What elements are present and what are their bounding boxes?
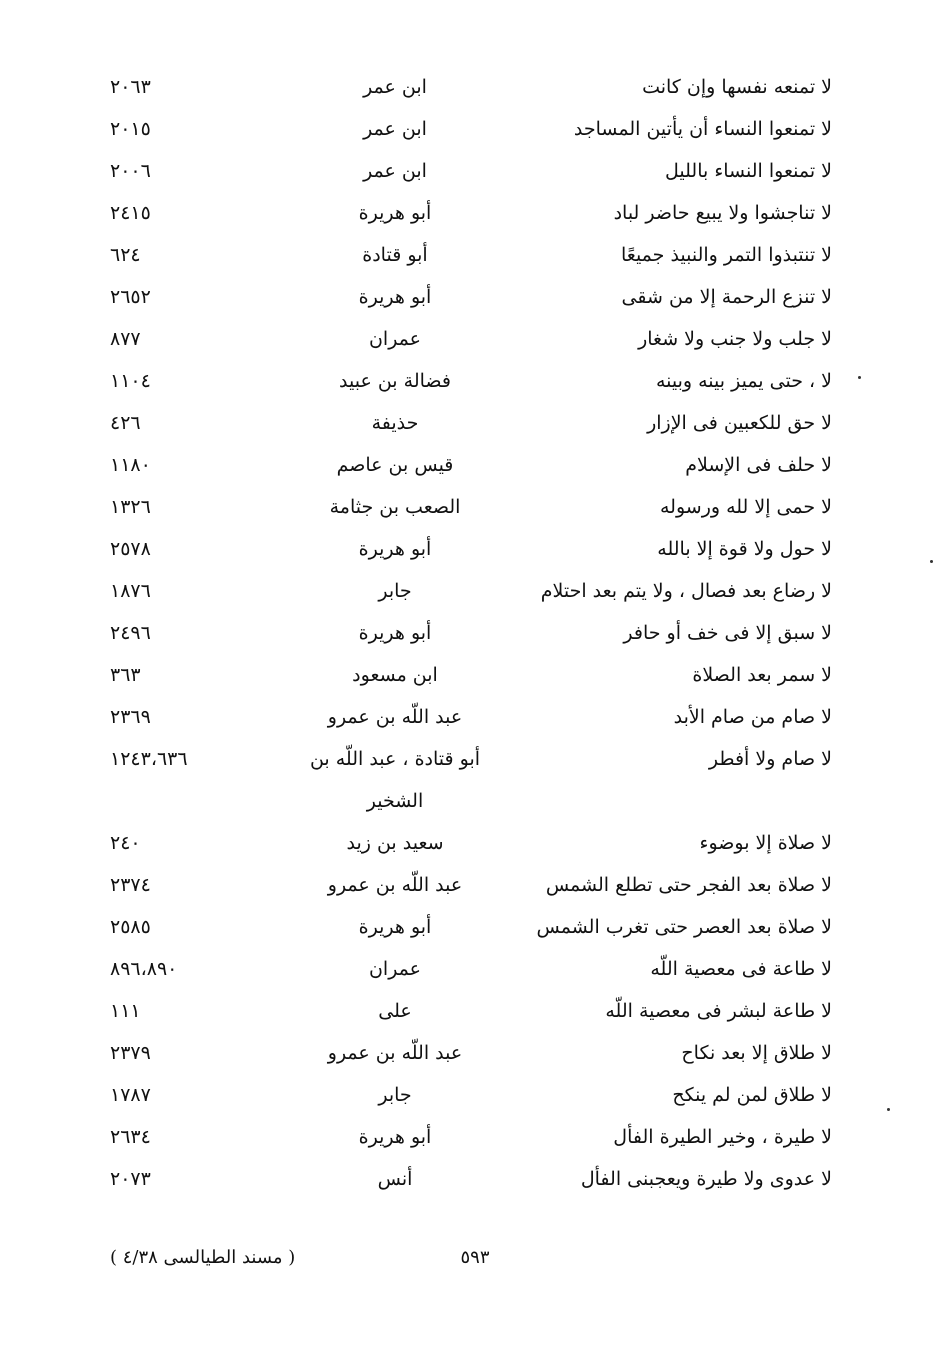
index-entry-row bbox=[0, 1158, 939, 1200]
hadith-reference-number: ٢٠٧٣ bbox=[110, 1168, 151, 1190]
narrator-name: عمران bbox=[368, 958, 422, 980]
hadith-reference-number: ١٢٤٣،٦٣٦ bbox=[110, 748, 188, 770]
hadith-reference-number: ٢٤١٥ bbox=[110, 202, 151, 224]
print-speck bbox=[858, 376, 861, 379]
hadith-phrase: لا صلاة إلا بوضوء bbox=[699, 832, 832, 854]
page-footer bbox=[0, 1240, 939, 1276]
index-entry-row bbox=[0, 108, 939, 150]
hadith-phrase: لا ، حتى يميز بينه وبينه bbox=[655, 370, 832, 392]
hadith-reference-number: ٢٠٠٦ bbox=[110, 160, 151, 182]
hadith-reference-number bbox=[110, 780, 250, 822]
hadith-reference-number: ١١٨٠ bbox=[110, 454, 151, 476]
hadith-reference-number: ٨٧٧ bbox=[110, 328, 141, 350]
index-entry-row bbox=[0, 234, 939, 276]
index-entry-row bbox=[0, 192, 939, 234]
index-entry-row bbox=[0, 66, 939, 108]
hadith-phrase: لا تمنعوا النساء أن يأتين المساجد bbox=[573, 118, 832, 140]
index-entry-row bbox=[0, 780, 939, 822]
index-entry-row bbox=[0, 486, 939, 528]
hadith-index-list bbox=[0, 66, 939, 1200]
narrator-name: عبد اللّه بن عمرو bbox=[327, 1042, 463, 1064]
index-entry-row bbox=[0, 360, 939, 402]
narrator-name: أبو قتادة bbox=[362, 244, 428, 266]
page-number: ٥٩٣ bbox=[460, 1247, 490, 1268]
hadith-reference-number: ٢٣٦٩ bbox=[110, 706, 151, 728]
hadith-reference-number: ٨٩٦،٨٩٠ bbox=[110, 958, 178, 980]
index-entry-row bbox=[0, 1074, 939, 1116]
narrator-name: ابن عمر bbox=[363, 76, 427, 98]
hadith-phrase: لا حول ولا قوة إلا بالله bbox=[657, 538, 832, 560]
hadith-reference-number: ١٣٢٦ bbox=[110, 496, 151, 518]
hadith-phrase: لا طيرة ، وخير الطيرة الفأل bbox=[613, 1126, 832, 1148]
narrator-name: جابر bbox=[378, 580, 412, 602]
hadith-reference-number: ٦٢٤ bbox=[110, 244, 141, 266]
narrator-name: سعيد بن زيد bbox=[346, 832, 444, 854]
narrator-name: الصعب بن جثامة bbox=[329, 496, 461, 518]
hadith-reference-number: ٢٦٥٢ bbox=[110, 286, 151, 308]
index-entry-row bbox=[0, 402, 939, 444]
hadith-phrase: لا تنزع الرحمة إلا من شقى bbox=[621, 286, 832, 308]
hadith-phrase: لا حق للكعبين فى الإزار bbox=[647, 412, 832, 434]
narrator-name: جابر bbox=[378, 1084, 412, 1106]
hadith-reference-number: ٢٤٠ bbox=[110, 832, 141, 854]
hadith-phrase: لا تمنعه نفسها وإن كانت bbox=[642, 76, 832, 98]
hadith-phrase: لا طلاق لمن لم ينكح bbox=[672, 1084, 832, 1106]
print-speck bbox=[930, 560, 933, 563]
index-entry-row bbox=[0, 528, 939, 570]
hadith-reference-number: ١٨٧٦ bbox=[110, 580, 151, 602]
index-entry-row bbox=[0, 612, 939, 654]
narrator-name: ابن مسعود bbox=[352, 664, 438, 686]
hadith-phrase: لا صام من صام الأبد bbox=[673, 706, 832, 728]
narrator-name: عمران bbox=[368, 328, 422, 350]
hadith-phrase: لا تناجشوا ولا يبيع حاضر لباد bbox=[613, 202, 832, 224]
narrator-name: أبو هريرة bbox=[358, 538, 432, 560]
hadith-phrase: لا صلاة بعد الفجر حتى تطلع الشمس bbox=[545, 874, 832, 896]
narrator-name: ابن عمر bbox=[363, 160, 427, 182]
index-entry-row bbox=[0, 906, 939, 948]
hadith-phrase: لا عدوى ولا طيرة ويعجبنى الفأل bbox=[580, 1168, 832, 1190]
narrator-name: أبو قتادة ، عبد اللّه بن bbox=[309, 748, 481, 770]
hadith-phrase: لا طاعة فى معصية اللّه bbox=[650, 958, 832, 980]
index-entry-row bbox=[0, 654, 939, 696]
narrator-name: قيس بن عاصم bbox=[336, 454, 454, 476]
index-entry-row bbox=[0, 276, 939, 318]
hadith-phrase: لا جلب ولا جنب ولا شغار bbox=[638, 328, 832, 350]
hadith-phrase: لا حلف فى الإسلام bbox=[685, 454, 832, 476]
narrator-name: أبو هريرة bbox=[358, 286, 432, 308]
hadith-reference-number: ٢٥٨٥ bbox=[110, 916, 151, 938]
index-entry-row bbox=[0, 864, 939, 906]
narrator-name: أبو هريرة bbox=[358, 1126, 432, 1148]
hadith-phrase: لا سمر بعد الصلاة bbox=[692, 664, 832, 686]
hadith-phrase: لا طاعة لبشر فى معصية اللّه bbox=[605, 1000, 832, 1022]
index-entry-row bbox=[0, 150, 939, 192]
hadith-reference-number: ١١١ bbox=[110, 1000, 141, 1022]
index-entry-row bbox=[0, 990, 939, 1032]
hadith-phrase: لا حمى إلا لله ورسوله bbox=[659, 496, 832, 518]
narrator-name: ابن عمر bbox=[363, 118, 427, 140]
hadith-phrase: لا سبق إلا فى خف أو حافر bbox=[623, 622, 832, 644]
narrator-name: أبو هريرة bbox=[358, 916, 432, 938]
source-citation: ( مسند الطيالسى ٤/٣٨ ) bbox=[110, 1247, 296, 1268]
index-entry-row bbox=[0, 738, 939, 780]
index-entry-row bbox=[0, 570, 939, 612]
hadith-phrase: لا طلاق إلا بعد نكاح bbox=[681, 1042, 832, 1064]
narrator-name: أنس bbox=[377, 1168, 413, 1190]
narrator-name: أبو هريرة bbox=[358, 622, 432, 644]
hadith-reference-number: ٢٦٣٤ bbox=[110, 1126, 151, 1148]
index-entry-row bbox=[0, 948, 939, 990]
index-entry-row bbox=[0, 696, 939, 738]
narrator-name: عبد اللّه بن عمرو bbox=[327, 874, 463, 896]
hadith-reference-number: ٤٢٦ bbox=[110, 412, 141, 434]
index-entry-row bbox=[0, 822, 939, 864]
index-entry-row bbox=[0, 1032, 939, 1074]
index-entry-row bbox=[0, 444, 939, 486]
hadith-reference-number: ٢٣٧٩ bbox=[110, 1042, 151, 1064]
hadith-reference-number: ٣٦٣ bbox=[110, 664, 141, 686]
hadith-reference-number: ٢٤٩٦ bbox=[110, 622, 151, 644]
hadith-reference-number: ٢٥٧٨ bbox=[110, 538, 151, 560]
narrator-name: على bbox=[378, 1000, 412, 1022]
index-entry-row bbox=[0, 318, 939, 360]
hadith-phrase: لا تنتبذوا التمر والنبيذ جميعًا bbox=[620, 244, 832, 266]
hadith-phrase: لا صلاة بعد العصر حتى تغرب الشمس bbox=[536, 916, 832, 938]
hadith-phrase: لا صام ولا أفطر bbox=[708, 748, 832, 770]
print-speck bbox=[887, 1108, 890, 1111]
hadith-reference-number: ٢٣٧٤ bbox=[110, 874, 151, 896]
hadith-reference-number: ٢٠٦٣ bbox=[110, 76, 151, 98]
index-entry-row bbox=[0, 1116, 939, 1158]
narrator-name: حذيفة bbox=[371, 412, 419, 434]
narrator-name: الشخير bbox=[366, 790, 424, 812]
hadith-phrase: لا رضاع بعد فصال ، ولا يتم بعد احتلام bbox=[540, 580, 832, 602]
narrator-name: أبو هريرة bbox=[358, 202, 432, 224]
hadith-reference-number: ٢٠١٥ bbox=[110, 118, 151, 140]
hadith-reference-number: ١١٠٤ bbox=[110, 370, 151, 392]
hadith-reference-number: ١٧٨٧ bbox=[110, 1084, 151, 1106]
narrator-name: عبد اللّه بن عمرو bbox=[327, 706, 463, 728]
hadith-phrase: لا تمنعوا النساء بالليل bbox=[665, 160, 832, 182]
narrator-name: فضالة بن عبيد bbox=[339, 370, 451, 392]
